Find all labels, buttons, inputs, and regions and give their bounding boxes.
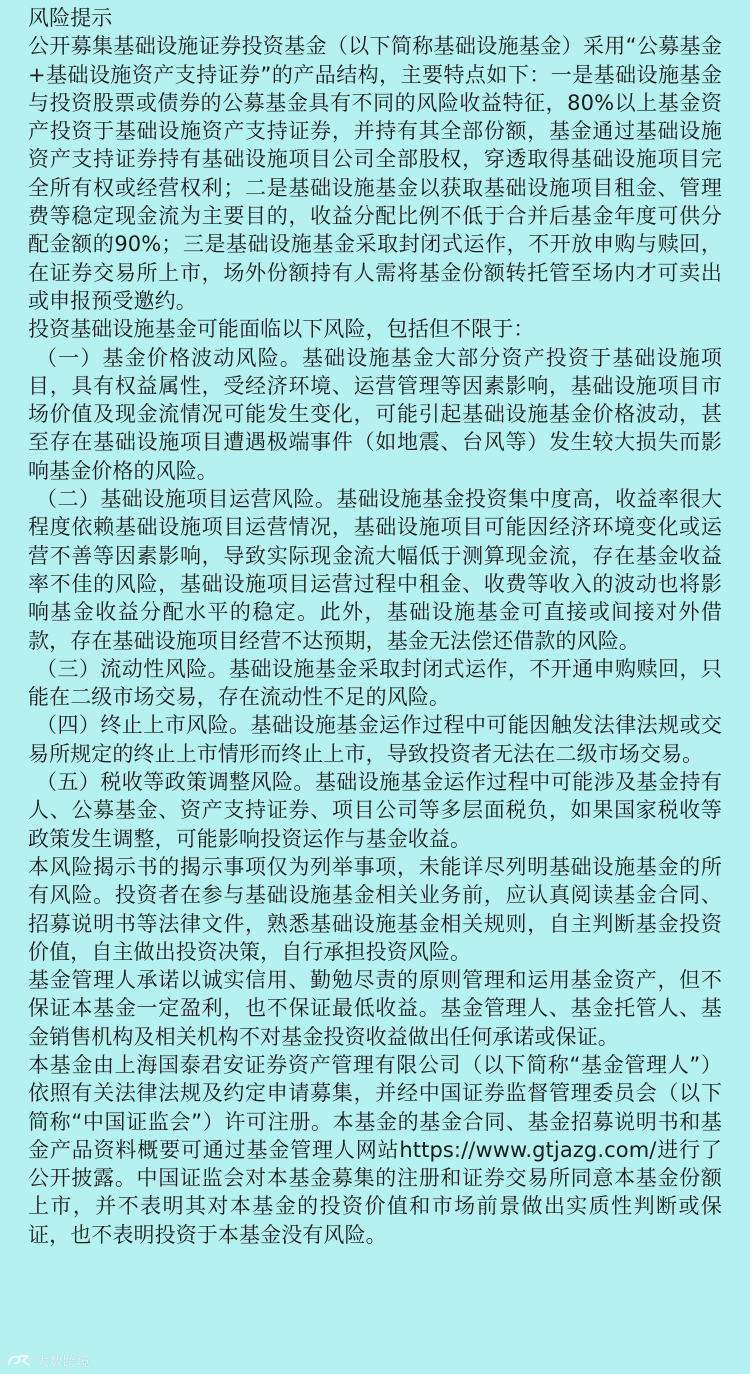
risk-list-intro: 投资基础设施基金可能面临以下风险，包括但不限于： bbox=[28, 317, 535, 342]
brand-logo-icon bbox=[6, 1352, 32, 1368]
document-title: 风险提示 bbox=[28, 6, 113, 30]
risk-disclosure-text bbox=[28, 4, 722, 1249]
closing-paragraph-scope: 本风险揭示书的揭示事项仅为列举事项，未能详尽列明基础设施基金的所有风险。投资者在参与基础设施基金相关业务前，应认真阅读基金合同、招募说明书等法律文件，熟悉基础设施基金相关规则，自主判断基金投资价值，自主做出投资决策，自行承担投资风险。 bbox=[28, 854, 722, 964]
intro-paragraph: 公开募集基础设施证券投资基金（以下简称基础设施基金）采用“公募基金+基础设施资产支持证券”的产品结构，主要特点如下：一是基础设施基金与投资股票或债券的公募基金具有不同的风险收益特征，80%以上基金资产投资于基础设施资产支持证券，并持有其全部份额，基金通过基础设施资产支持证券持有基础设施项目公司全部股权，穿透取得基础设施项目完全所有权或经营权利；二是基础设施基金以获取基础设施项目租金、管理费等稳定现金流为主要目的，收益分配比例不低于合并后基金年度可供分配金额的90%；三是基础设施基金采取封闭式运作，不开放申购与赎回，在证券交易所上市，场外份额持有人需将基金份额转托管至场内才可卖出或申报预受邀约。 bbox=[28, 34, 722, 313]
risk-item-delisting: （四）终止上市风险。基础设施基金运作过程中可能因触发法律法规或交易所规定的终止上市情形而终止上市，导致投资者无法在二级市场交易。 bbox=[28, 713, 722, 766]
risk-item-liquidity: （三）流动性风险。基础设施基金采取封闭式运作，不开通申购赎回，只能在二级市场交易，存在流动性不足的风险。 bbox=[28, 656, 722, 710]
watermark bbox=[6, 1350, 90, 1370]
watermark-text: 大数跨境 bbox=[36, 1354, 91, 1370]
risk-item-operation: （二）基础设施项目运营风险。基础设施基金投资集中度高，收益率很大程度依赖基础设施项目运营情况，基础设施项目可能因经济环境变化或运营不善等因素影响，导致实际现金流大幅低于测算现金流，存在基金收益率不佳的风险，基础设施项目运营过程中租金、收费等收入的波动也将影响基金收益分配水平的稳定。此外，基础设施基金可直接或间接对外借款，存在基础设施项目经营不达预期，基金无法偿还借款的风险。 bbox=[28, 487, 722, 653]
risk-item-price-volatility: （一）基金价格波动风险。基础设施基金大部分资产投资于基础设施项目，具有权益属性，受经济环境、运营管理等因素影响，基础设施项目市场价值及现金流情况可能发生变化，可能引起基础设施基金价格波动，甚至存在基础设施项目遭遇极端事件（如地震、台风等）发生较大损失而影响基金价格的风险。 bbox=[28, 345, 722, 483]
risk-item-tax-policy: （五）税收等政策调整风险。基础设施基金运作过程中可能涉及基金持有人、公募基金、资产支持证券、项目公司等多层面税负，如果国家税收等政策发生调整，可能影响投资运作与基金收益。 bbox=[28, 770, 722, 851]
closing-paragraph-registration: 本基金由上海国泰君安证券资产管理有限公司（以下简称“基金管理人”）依照有关法律法规及约定申请募集，并经中国证券监督管理委员会（以下简称“中国证监会”）许可注册。本基金的基金合同、基金招募说明书和基金产品资料概要可通过基金管理人网站https://www.gtjazg.com/进行了公开披露。中国证监会对本基金募集的注册和证券交易所同意本基金份额上市，并不表明其对本基金的投资价值和市场前景做出实质性判断或保证，也不表明投资于本基金没有风险。 bbox=[28, 1052, 722, 1247]
closing-paragraph-manager-commitment: 基金管理人承诺以诚实信用、勤勉尽责的原则管理和运用基金资产，但不保证本基金一定盈利，也不保证最低收益。基金管理人、基金托管人、基金销售机构及相关机构不对基金投资收益做出任何承诺或保证。 bbox=[28, 968, 722, 1049]
